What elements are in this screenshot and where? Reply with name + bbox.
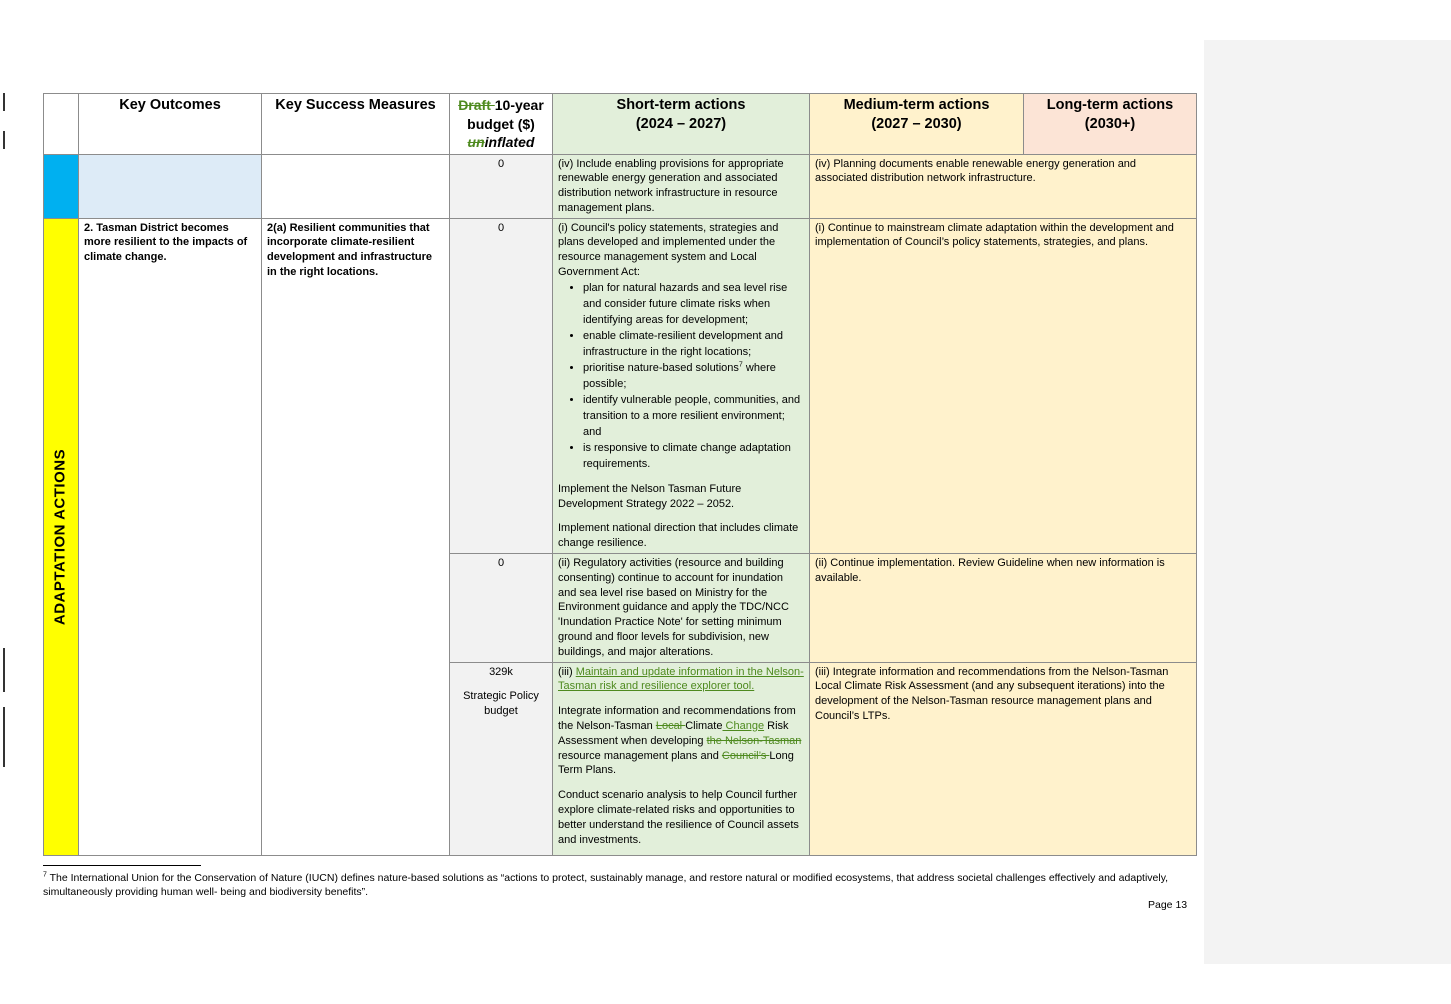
budget-cell: 0: [450, 218, 553, 553]
deleted-text: the Nelson-Tasman: [706, 734, 802, 747]
table-row: [44, 154, 1197, 218]
medium-long-term-cell: (iv) Planning documents enable renewable energy generation and associated distribution network infrastructure.: [810, 154, 1197, 218]
medium-long-term-cell: (iii) Integrate information and recommendations from the Nelson-Tasman Local Climate Risk Assessment (and any subsequent iterations) into the development of the Nelson-Tasman resource management plans and Council’s LTPs.: [810, 662, 1197, 855]
comment-pane: [1204, 40, 1451, 964]
medium-long-term-cell: (i) Continue to mainstream climate adaptation within the development and implementation of Council’s policy statements, strategies, and plans.: [810, 218, 1197, 553]
section-label: ADAPTATION ACTIONS: [51, 448, 69, 625]
header-row: [44, 94, 1197, 155]
short-term-cell: (ii) Regulatory activities (resource and building consenting) continue to account for inundation and sea level rise based on Ministry for the Environment guidance and apply the TDC/NCC 'Inundation Practice Note' for setting minimum ground and floor levels for subdivision, new buildings, and major alterations.: [553, 554, 810, 663]
inserted-text: Change: [722, 720, 765, 733]
deleted-text: Local: [655, 720, 686, 733]
change-bar: [3, 707, 5, 767]
header-medium-term: Medium-term actions (2027 – 2030): [810, 94, 1024, 155]
short-term-cell: (i) Council's policy statements, strategies and plans developed and implemented under the resource management system and Local Government Act: • plan for natural hazards and sea level rise and consider future climate risks when identifying areas for development; • enable climate-resilient development and infrastructure in the right locations; • prioritise nature-based solutions$^7$ where possible; • identify vulnerable people, communities, and transition to a more resilient environment; and • is responsive to climate change adaptation requirements. Implement the Nelson Tasman Future Development Strategy 2022 – 2052. Implement national direction that includes climate change resilience.: [553, 218, 810, 553]
section-marker-mitigation: [44, 154, 79, 218]
page-number: Page 13: [1148, 899, 1188, 911]
header-long-term: Long-term actions (2030+): [1024, 94, 1197, 155]
deleted-text: Council’s: [721, 749, 770, 762]
list-item: • enable climate-resilient development and infrastructure in the right locations;: [583, 328, 804, 360]
medium-long-term-cell: (ii) Continue implementation. Review Guideline when new information is available.: [810, 554, 1197, 663]
list-item: • plan for natural hazards and sea level rise and consider future climate risks when identifying areas for development;: [583, 280, 804, 328]
deleted-text: Draft: [458, 97, 495, 113]
change-bar: [3, 648, 5, 692]
header-key-outcomes: Key Outcomes: [79, 94, 262, 155]
budget-cell: 0: [450, 554, 553, 663]
short-term-cell: (iii) Maintain and update information in the Nelson-Tasman risk and resilience explorer tool. Integrate information and recommendations from the Nelson-Tasman Local Climate Change Risk Assessment when developing the Nelson-Tasman resource management plans and Council’s Long Term Plans. Conduct scenario analysis to help Council further explore climate-related risks and opportunities to better understand the resilience of Council assets and investments.: [553, 662, 810, 855]
key-outcome-2: 2. Tasman District becomes more resilient to the impacts of climate change.: [79, 218, 262, 855]
outcome-cell-empty: [79, 154, 262, 218]
header-blank: [44, 94, 79, 155]
list-item: • identify vulnerable people, communities, and transition to a more resilient environment; and: [583, 392, 804, 440]
change-bar: [3, 131, 5, 149]
footnote-separator: [43, 865, 201, 866]
header-short-term: Short-term actions (2024 – 2027): [553, 94, 810, 155]
action-list: [558, 280, 804, 472]
header-budget: Draft 10-year budget ($) uninflated: [450, 94, 553, 155]
budget-cell: 0: [450, 154, 553, 218]
list-item: • prioritise nature-based solutions$^7$ where possible;: [583, 360, 804, 392]
measure-cell-empty: [262, 154, 450, 218]
section-marker-adaptation: [44, 218, 79, 855]
header-key-success-measures: Key Success Measures: [262, 94, 450, 155]
deleted-text: un: [467, 134, 485, 150]
change-bar: [3, 93, 5, 111]
table-row: [44, 218, 1197, 553]
success-measure-2a: 2(a) Resilient communities that incorporate climate-resilient development and infrastructure in the right locations.: [262, 218, 450, 855]
short-term-cell: (iv) Include enabling provisions for appropriate renewable energy generation and associated distribution network infrastructure in resource management plans.: [553, 154, 810, 218]
inserted-text: Maintain and update information in the Nelson-Tasman risk and resilience explorer tool.: [558, 665, 804, 693]
budget-cell: 329k Strategic Policy budget: [450, 662, 553, 855]
footnote-ref[interactable]: 7: [738, 361, 743, 369]
action-plan-table: [43, 93, 1197, 856]
list-item: • is responsive to climate change adaptation requirements.: [583, 440, 804, 472]
footnote: $^7$ The International Union for the Conservation of Nature (IUCN) defines nature-based solutions as “actions to protect, sustainably manage, and restore natural or modified ecosystems, that address societal challenges effectively and adaptively, simultaneously providing human well- being and biodiversity benefits”.: [43, 871, 1169, 898]
